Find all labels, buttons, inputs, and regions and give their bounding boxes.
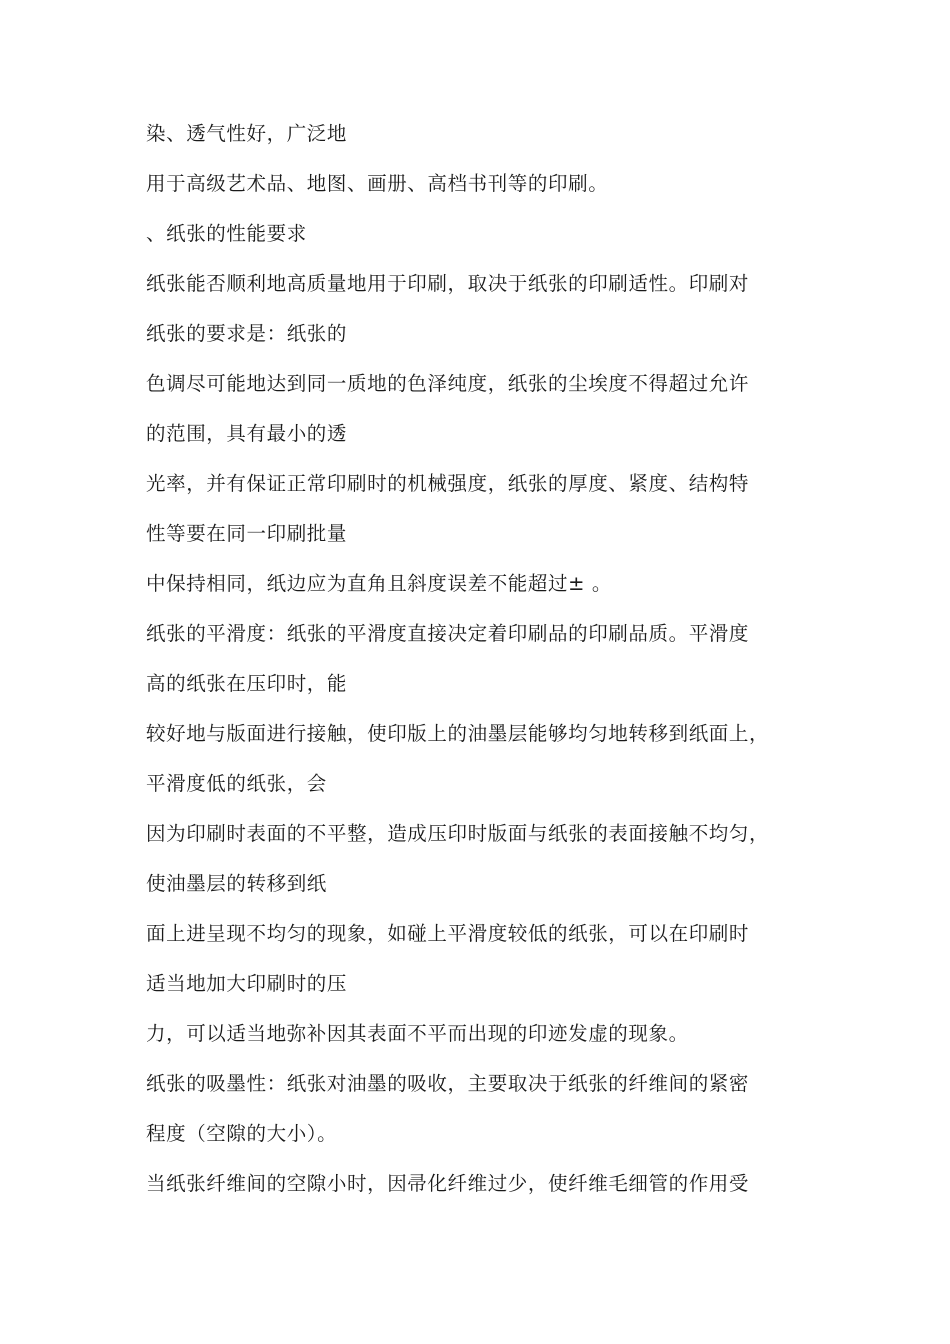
text-line: 高的纸张在压印时，能: [146, 672, 348, 695]
text-line: 的范围，具有最小的透: [146, 422, 348, 445]
text-line: 力，可以适当地弥补因其表面不平而出现的印迹发虚的现象。: [146, 1022, 689, 1045]
text-line: 纸张能否顺利地高质量地用于印刷，取决于纸张的印刷适性。印刷对: [146, 272, 750, 295]
text-line: 平滑度低的纸张，会: [146, 772, 327, 795]
text-line: 较好地与版面进行接触，使印版上的油墨层能够均匀地转移到纸面上，: [146, 722, 770, 745]
text-line: 用于高级艺术品、地图、画册、高档书刊等的印刷。: [146, 172, 609, 195]
text-line: 纸张的吸墨性：纸张对油墨的吸收，主要取决于纸张的纤维间的紧密: [146, 1072, 750, 1095]
text-line: 使油墨层的转移到纸: [146, 872, 327, 895]
text-line: 光率，并有保证正常印刷时的机械强度，纸张的厚度、紧度、结构特: [146, 472, 750, 495]
text-line: 当纸张纤维间的空隙小时，因帚化纤维过少，使纤维毛细管的作用受: [146, 1172, 750, 1195]
text-line: 面上进呈现不均匀的现象，如碰上平滑度较低的纸张，可以在印刷时: [146, 922, 750, 945]
text-line: 适当地加大印刷时的压: [146, 972, 348, 995]
text-line: 染、透气性好，广泛地: [146, 122, 348, 145]
text-line: 中保持相同，纸边应为直角且斜度误差不能超过± 。: [146, 572, 612, 595]
text-line: 纸张的平滑度：纸张的平滑度直接决定着印刷品的印刷品质。平滑度: [146, 622, 750, 645]
text-line: 性等要在同一印刷批量: [146, 522, 348, 545]
text-line: 色调尽可能地达到同一质地的色泽纯度，纸张的尘埃度不得超过允许: [146, 372, 750, 395]
text-line: 纸张的要求是：纸张的: [146, 322, 348, 345]
text-line: 因为印刷时表面的不平整，造成压印时版面与纸张的表面接触不均匀，: [146, 822, 770, 845]
section-heading: 、纸张的性能要求: [146, 222, 307, 245]
text-line: 程度（空隙的大小）。: [146, 1122, 338, 1145]
